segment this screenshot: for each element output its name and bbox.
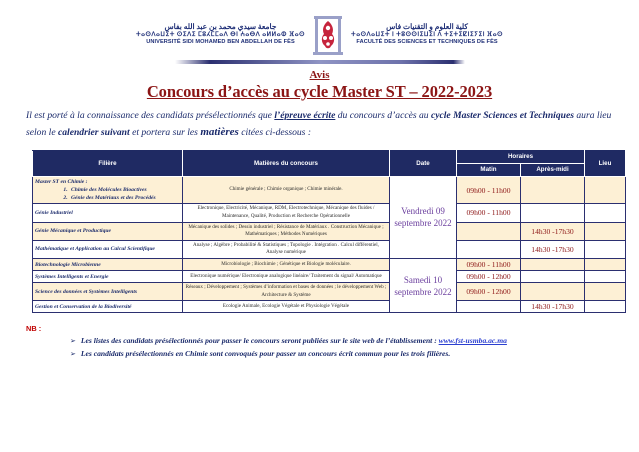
cell-lieu [585,271,626,283]
table-header [33,150,626,176]
cell-matin: 09h00 - 11h00 [457,204,521,222]
cell-matieres: Chimie générale ; Chimie organique ; Chimie minérale. [183,176,390,203]
cell-matieres: Ecologie Animale, Ecologie Végétale et Physiologie Végétale [183,301,390,313]
cell-lieu [585,283,626,301]
university-crest-logo [311,12,345,56]
intro-paragraph [26,109,617,141]
cell-apresmidi: 14h30 -17h30 [521,222,585,240]
filiere-title: Gestion et Conservation de la Biodiversité [35,303,132,310]
filiere-sublist [35,186,180,202]
intro-emph-matieres: matières [200,125,239,138]
cell-lieu [585,301,626,313]
col-header-matieres: Matières du concours [183,150,390,176]
cell-lieu [585,222,626,240]
nb-item [70,349,639,358]
university-name-french: UNIVERSITÉ SIDI MOHAMED BEN ABDELLAH DE FÈS [146,39,295,46]
cell-matin: 09h00 - 11h00 [457,259,521,271]
nb-text-body: Les listes des candidats présélectionnés pour passer le concours seront publiées sur le site web de l’établissement : [80,336,439,346]
establishment-website-link[interactable]: www.fst-usmba.ac.ma [438,336,507,346]
cell-filiere [33,259,183,271]
cell-lieu [585,204,626,222]
page-title: Concours d’accès au cycle Master ST – 2022-2023 [146,82,493,101]
cell-matieres: Electronique, Electricité, Mécanique, RDM, Electrotechnique, Mécanique des fluides / Maintenance, Qualité, Production et Recherche Opérationnelle [183,204,390,222]
col-header-lieu: Lieu [585,150,626,176]
cell-matin [457,301,521,313]
cell-matieres: Mécanique des solides ; Dessin industriel ; Résistance de Matériaux . Construction Mécanique ; Mathématiques ; Méthodes Numériques [183,222,390,240]
cell-apresmidi: 14h30 -17h30 [521,240,585,258]
table-body [33,176,626,312]
cell-date-2: Samedi 10 septembre 2022 [390,259,457,313]
intro-part3: aura lieu selon le [26,110,612,138]
table-row [33,283,626,301]
filiere-title: Biotechnologie Microbienne [35,261,101,268]
faculty-name-french: FACULTÉ DES SCIENCES ET TECHNIQUES DE FÈS [356,39,498,46]
cell-lieu [585,176,626,203]
university-identity-left [136,22,305,46]
nb-item-text: Les candidats présélectionnés en Chimie sont convoqués pour passer un concours écrit commun pour les trois filières. [80,348,451,358]
cell-apresmidi: 14h30 -17h30 [521,301,585,313]
cell-apresmidi [521,204,585,222]
intro-part5: citées ci-dessous : [238,126,312,138]
cell-filiere [33,271,183,283]
cell-matin [457,222,521,240]
intro-emph-cycle: cycle Master Sciences et Techniques [430,110,574,121]
cell-apresmidi [521,283,585,301]
filiere-title: Science des données et Systèmes Intelligents [35,288,138,295]
filiere-subitem: 2. Génie des Matériaux et des Procédés [69,194,180,202]
cell-lieu [585,259,626,271]
nb-list [70,336,639,358]
filiere-title: Génie Industriel [35,209,73,216]
intro-part4: et portera sur les [129,126,201,138]
filiere-title: Génie Mécanique et Productique [35,228,111,235]
cell-matin [457,240,521,258]
arrow-bullet-icon: ➢ [70,337,76,346]
nb-label: NB : [26,324,42,334]
cell-filiere [33,222,183,240]
col-header-date: Date [390,150,457,176]
cell-matieres: Microbiologie ; Biochimie ; Génétique et Biologie moléculaire. [183,259,390,271]
intro-part2: du concours d’accès au [335,110,431,121]
col-header-filiere: Filière [33,150,183,176]
filiere-subitem: 1. Chimie des Molécules Bioactives [69,186,180,194]
col-header-matin: Matin [457,163,521,176]
table-row [33,259,626,271]
cell-lieu [585,240,626,258]
cell-matin: 09h00 - 11h00 [457,176,521,203]
cell-matieres: Réseaux ; Développement ; Systèmes d’information et bases de données ; le développement Web ; Architecture & Système [183,283,390,301]
filiere-title: Master ST en Chimie : [35,178,88,185]
exam-schedule-table [32,150,626,313]
col-header-apresmidi: Après-midi [521,163,585,176]
nb-item [70,336,639,345]
cell-matin: 09h00 - 12h00 [457,283,521,301]
table-row [33,204,626,222]
col-header-horaires: Horaires [457,150,585,163]
intro-emph-calendrier: calendrier suivant [57,126,130,138]
cell-date-1: Vendredi 09 septembre 2022 [390,176,457,258]
cell-filiere [33,240,183,258]
filiere-title: Mathématique et Application au Calcul Scientifique [35,246,155,253]
arrow-bullet-icon: ➢ [70,349,76,358]
institution-header [0,0,639,56]
faculty-identity-right [351,22,503,46]
cell-filiere [33,283,183,301]
table-row [33,240,626,258]
cell-apresmidi [521,176,585,203]
schedule-table-wrapper [32,150,625,313]
cell-apresmidi [521,259,585,271]
nb-item-text [81,336,507,345]
table-row [33,222,626,240]
university-name-arabic: جامعة سيدي محمد بن عبد الله بفاس [164,21,277,31]
table-row [33,271,626,283]
faculty-name-tifinagh: ⵜⴰⵙⴷⴰⵡⵉⵜ ⵏ ⵜⵓⵙⵙⵏⵉⵡⵉⵏ ⴷ ⵜⵉⵜⵉⵇⵏⵉⵢⵉⵏ ⴼⴰⵙ [351,31,504,39]
faculty-name-arabic: كلية العلوم و التقنيات فاس [386,21,468,31]
notice-label: Avis [309,69,330,81]
filiere-title: Systèmes Intelligents et Energie [35,273,109,280]
cell-filiere [33,301,183,313]
cell-matin: 09h00 - 12h00 [457,271,521,283]
intro-emph-epreuve: l’épreuve écrite [274,110,336,121]
table-row [33,176,626,203]
cell-matieres: Electronique numérique/ Electronique analogique linéaire/ Traitement du signal/ Automatique [183,271,390,283]
cell-matieres: Analyse ; Algèbre ; Probabilité & Statistiques ; Topologie . Intégration . Calcul différentiel, Analyse numérique [183,240,390,258]
university-name-tifinagh: ⵜⴰⵙⴷⴰⵡⵉⵜ ⵙⵉⴷⵉ ⵎⵓⵃⵎⵎⴰⴷ ⴱⵏ ⵄⴰⴱⴷ ⴰⵍⵍⴰⵀ ⴼⴰⵙ [135,31,306,39]
intro-part1: Il est porté à la connaissance des candidats présélectionnés que [26,110,275,121]
cell-apresmidi [521,271,585,283]
cell-filiere [33,204,183,222]
gradient-rule [175,60,465,64]
header-divider [0,60,639,64]
table-row [33,301,626,313]
cell-filiere [33,176,183,203]
